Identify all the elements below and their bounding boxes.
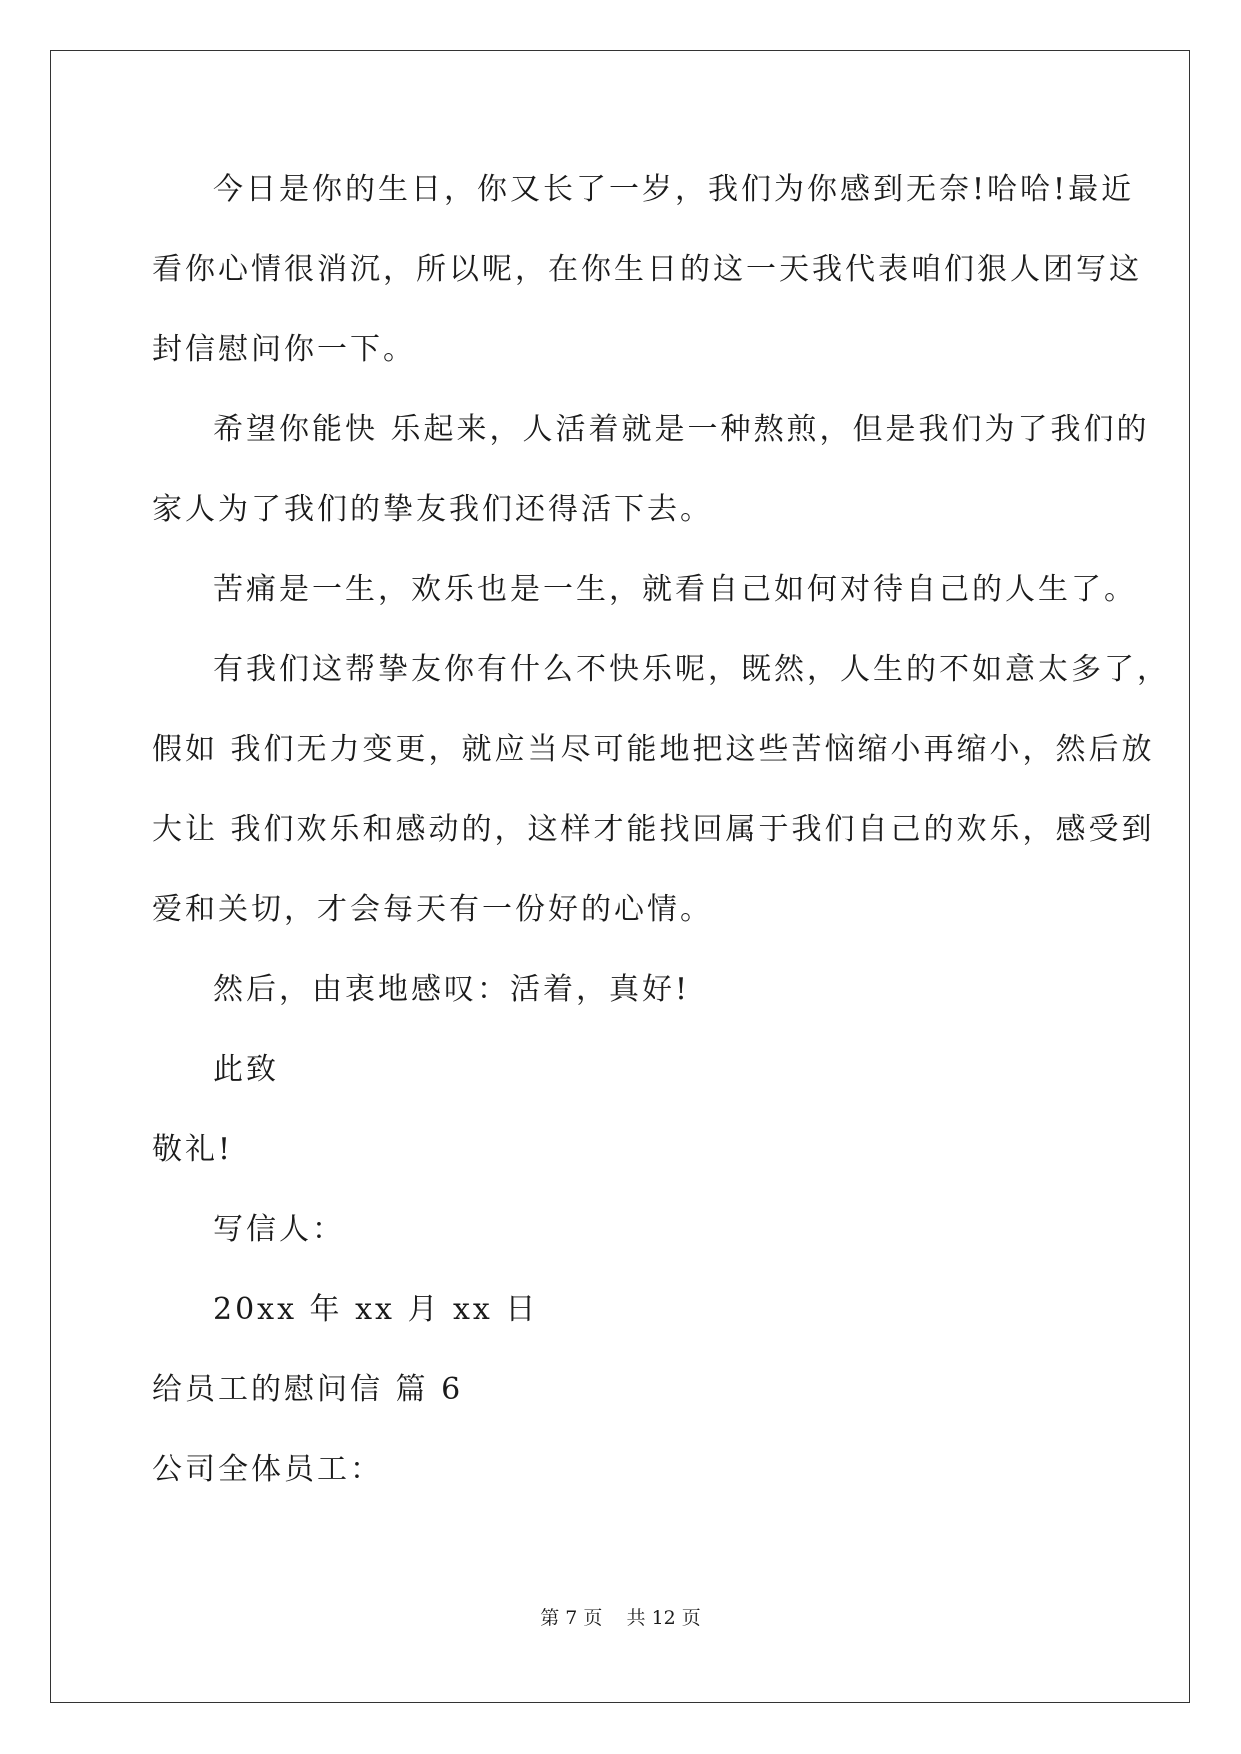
paragraph-4-line-3: 大让 我们欢乐和感动的，这样才能找回属于我们自己的欢乐，感受到: [152, 812, 1155, 847]
paragraph-1-line-3: 封信慰问你一下。: [152, 332, 416, 367]
paragraph-1-line-1: 今日是你的生日，你又长了一岁，我们为你感到无奈!哈哈!最近: [213, 172, 1135, 207]
paragraph-3-line-1: 苦痛是一生，欢乐也是一生，就看自己如何对待自己的人生了。: [213, 572, 1137, 607]
closing-ci-zhi: 此致: [213, 1052, 279, 1087]
paragraph-2-line-1: 希望你能快 乐起来，人活着就是一种熬煎，但是我们为了我们的: [213, 412, 1150, 447]
page-number-footer: 第 7 页 共 12 页: [540, 1607, 701, 1629]
section-heading: 给员工的慰问信 篇 6: [152, 1372, 464, 1407]
paragraph-4-line-2: 假如 我们无力变更，就应当尽可能地把这些苦恼缩小再缩小，然后放: [152, 732, 1155, 767]
paragraph-2-line-2: 家人为了我们的挚友我们还得活下去。: [152, 492, 713, 527]
paragraph-4-line-1: 有我们这帮挚友你有什么不快乐呢，既然，人生的不如意太多了，: [213, 652, 1170, 687]
closing-jing-li: 敬礼!: [152, 1132, 234, 1167]
closing-writer: 写信人：: [213, 1212, 345, 1247]
paragraph-1-line-2: 看你心情很消沉，所以呢，在你生日的这一天我代表咱们狠人团写这: [152, 252, 1142, 287]
closing-date: 20xx 年 xx 月 xx 日: [213, 1292, 539, 1327]
paragraph-4-line-4: 爱和关切，才会每天有一份好的心情。: [152, 892, 713, 927]
paragraph-5-line-1: 然后，由衷地感叹：活着，真好!: [213, 972, 691, 1007]
section-salutation: 公司全体员工：: [152, 1452, 383, 1487]
